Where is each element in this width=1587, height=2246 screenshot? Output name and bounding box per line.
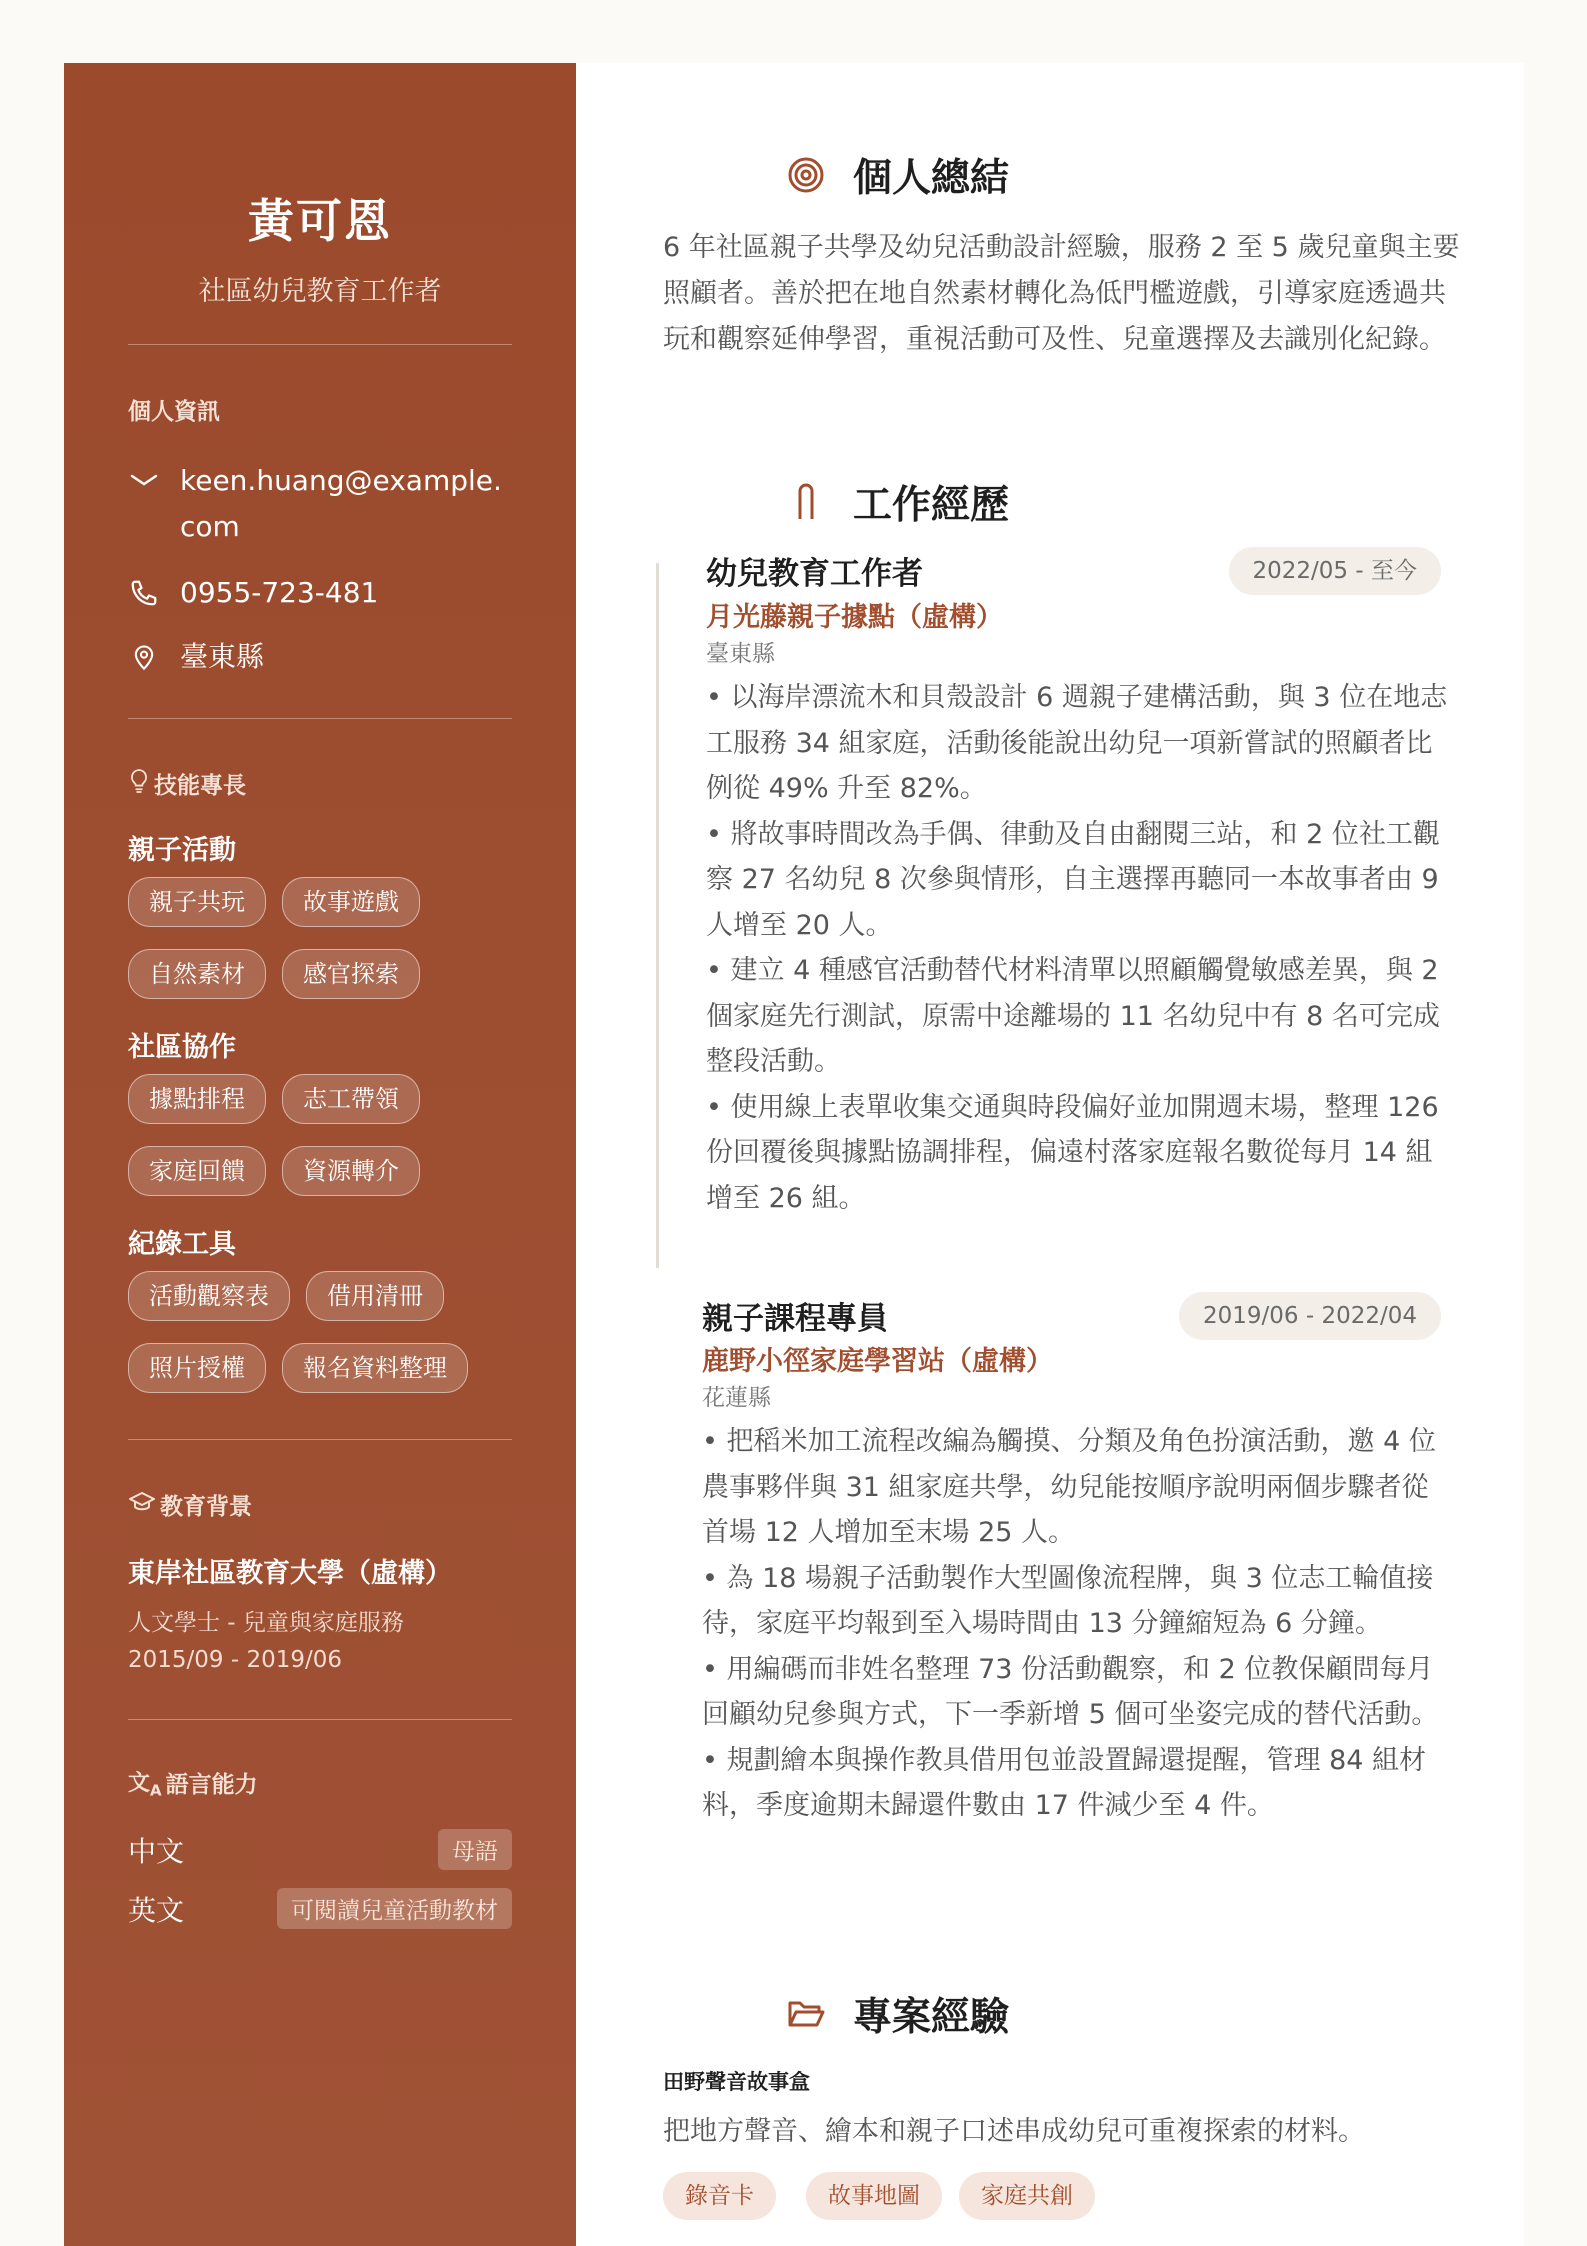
mail-icon (128, 458, 160, 504)
target-icon (785, 154, 827, 196)
job-bullet: • 用編碼而非姓名整理 73 份活動觀察，和 2 位教保顧問每月回顧幼兒參與方式，下一季新增 5 個可坐姿完成的替代活動。 (702, 1653, 1439, 1730)
briefcase-icon (785, 481, 827, 523)
job-bullet: • 把稻米加工流程改編為觸摸、分類及角色扮演活動，邀 4 位農事夥伴與 31 組家庭共學，幼兒能按順序說明兩個步驟者從首場 12 人增加至末場 25 人。 (702, 1426, 1436, 1548)
job-location: 臺東縣 (706, 641, 775, 667)
job-location: 花蓮縣 (702, 1385, 771, 1411)
project-tag: 家庭共創 (959, 2172, 1095, 2220)
projects-heading-label: 專案經驗 (853, 1995, 1010, 2040)
job-period-badge: 2022/05 - 至今 (1229, 547, 1441, 595)
person-title: 社區幼兒教育工作者 (198, 276, 442, 307)
skill-chip: 照片授權 (128, 1343, 266, 1393)
summary-heading-label: 個人總結 (853, 156, 1010, 201)
phone-icon (128, 570, 160, 616)
job-bullet: • 使用線上表單收集交通與時段偏好並加開週末場，整理 126 份回覆後與據點協調排程，偏遠村落家庭報名數從每月 14 組增至 26 組。 (706, 1091, 1439, 1214)
skill-chip: 自然素材 (128, 949, 266, 999)
person-name: 黃可恩 (248, 194, 392, 248)
lightbulb-icon (128, 768, 150, 800)
job-company: 月光藤親子據點（虛構） (706, 602, 1003, 633)
job-bullet: • 建立 4 種感官活動替代材料清單以照顧觸覺敏感差異，與 2 個家庭先行測試，原需中途離場的 11 名幼兒中有 8 名可完成整段活動。 (706, 955, 1440, 1077)
education-heading (128, 1488, 512, 1521)
language-level-badge: 母語 (438, 1829, 512, 1870)
skill-chips (128, 1074, 508, 1196)
divider (128, 1439, 512, 1440)
skills-heading (128, 767, 512, 800)
skill-group-title: 紀錄工具 (128, 1229, 236, 1260)
job-period-badge: 2019/06 - 2022/04 (1179, 1292, 1441, 1340)
skill-chip: 資源轉介 (282, 1146, 420, 1196)
job-title: 親子課程專員 (702, 1301, 888, 1337)
job-company: 鹿野小徑家庭學習站（虛構） (702, 1346, 1053, 1377)
education-school: 東岸社區教育大學（虛構） (128, 1558, 452, 1589)
project-name: 田野聲音故事盒 (663, 2070, 810, 2094)
education-degree: 人文學士 - 兒童與家庭服務 (128, 1610, 404, 1636)
languages-heading (128, 1766, 512, 1799)
skill-chip: 志工帶領 (282, 1074, 420, 1124)
phone-text: 0955-723-481 (180, 576, 379, 609)
location-text: 臺東縣 (180, 640, 265, 673)
skill-chips (128, 877, 508, 999)
summary-text: 6 年社區親子共學及幼兒活動設計經驗，服務 2 至 5 歲兒童與主要照顧者。善於把在地自然素材轉化為低門檻遊戲，引導家庭透過共玩和觀察延伸學習，重視活動可及性、兒童選擇及去識別化紀錄。 (663, 232, 1460, 355)
language-row (128, 1829, 512, 1870)
divider (128, 1719, 512, 1720)
main-content (576, 63, 1524, 2246)
skill-chip: 據點排程 (128, 1074, 266, 1124)
education-heading-label: 教育背景 (160, 1494, 252, 1520)
contact-heading: 個人資訊 (128, 399, 220, 425)
email-text: keen.huang@example.com (180, 464, 502, 543)
skill-group-title: 社區協作 (128, 1032, 236, 1063)
education-period: 2015/09 - 2019/06 (128, 1647, 343, 1673)
resume-page (64, 63, 1524, 2246)
sidebar (64, 63, 576, 2246)
folder-icon (785, 1993, 827, 2035)
skills-heading-label: 技能專長 (154, 773, 246, 799)
divider (128, 718, 512, 719)
job-bullets (702, 1419, 1452, 1829)
job-bullet: • 將故事時間改為手偶、律動及自由翻閱三站，和 2 位社工觀察 27 名幼兒 8 次參與情形，自主選擇再聽同一本故事者由 9 人增至 20 人。 (706, 818, 1440, 941)
language-name: 英文 (128, 1893, 185, 1927)
language-name: 中文 (128, 1834, 185, 1868)
project-description: 把地方聲音、繪本和親子口述串成幼兒可重複探索的材料。 (663, 2116, 1365, 2147)
language-level-badge: 可閱讀兒童活動教材 (277, 1888, 512, 1929)
skill-chips (128, 1271, 508, 1393)
job-title: 幼兒教育工作者 (706, 556, 923, 592)
experience-heading-label: 工作經歷 (853, 483, 1010, 528)
summary-heading (785, 147, 1009, 203)
skill-chip: 活動觀察表 (128, 1271, 290, 1321)
job-bullet: • 規劃繪本與操作教具借用包並設置歸還提醒，管理 84 組材料，季度逾期未歸還件數由 17 件減少至 4 件。 (702, 1744, 1427, 1821)
experience-heading (785, 474, 1009, 530)
skill-chip: 感官探索 (282, 949, 420, 999)
projects-heading (785, 1986, 1009, 2042)
contact-email[interactable] (128, 458, 512, 550)
project-tag: 故事地圖 (806, 2172, 942, 2220)
job-bullet: • 為 18 場親子活動製作大型圖像流程牌，與 3 位志工輪值接待，家庭平均報到至入場時間由 13 分鐘縮短為 6 分鐘。 (702, 1562, 1434, 1639)
skill-chip: 借用清冊 (306, 1271, 444, 1321)
skill-chip: 親子共玩 (128, 877, 266, 927)
graduation-cap-icon (128, 1491, 156, 1519)
job-bullets (706, 675, 1451, 1221)
job-bullet: • 以海岸漂流木和貝殼設計 6 週親子建構活動，與 3 位在地志工服務 34 組家庭，活動後能說出幼兒一項新嘗試的照顧者比例從 49% 升至 82%。 (706, 682, 1448, 804)
project-tag: 錄音卡 (663, 2172, 776, 2220)
languages-heading-label: 語言能力 (165, 1772, 258, 1799)
skill-chip: 故事遊戲 (282, 877, 420, 927)
translate-icon: 文$_A$ (128, 1771, 162, 1800)
divider (128, 344, 512, 345)
skill-group-title: 親子活動 (128, 835, 236, 866)
skill-chip: 家庭回饋 (128, 1146, 266, 1196)
contact-phone[interactable] (128, 570, 512, 616)
timeline-line (656, 563, 659, 1268)
location-pin-icon (128, 634, 160, 680)
skill-chip: 報名資料整理 (282, 1343, 468, 1393)
contact-location (128, 634, 512, 680)
language-row (128, 1888, 512, 1929)
